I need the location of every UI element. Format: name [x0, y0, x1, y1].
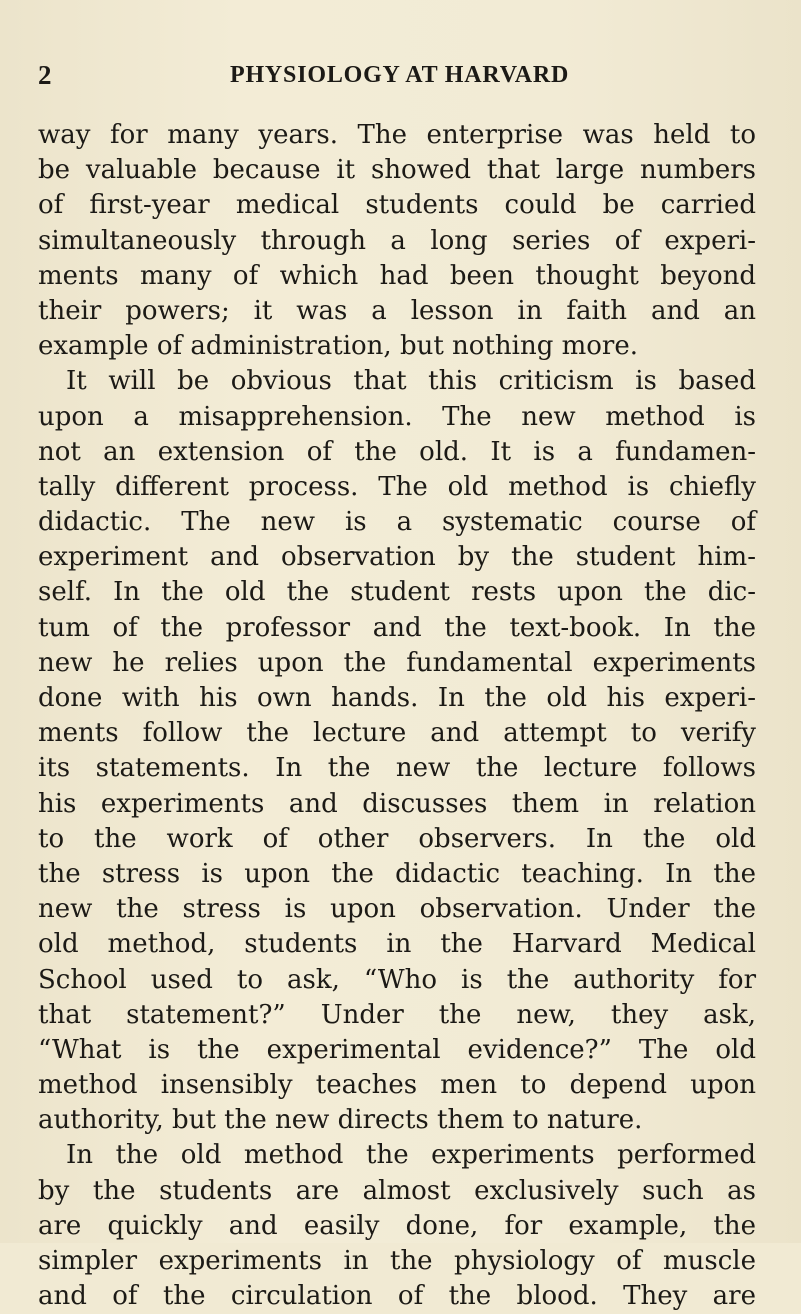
text-line: done with his own hands. In the old his experi- — [38, 683, 756, 713]
text-line: not an extension of the old. It is a fundamen- — [38, 436, 756, 467]
running-head — [38, 60, 758, 90]
running-title: PHYSIOLOGY AT HARVARD — [230, 62, 570, 88]
text-line: that statement?” Under the new, they ask, — [38, 999, 756, 1030]
text-line: by the students are almost exclusively such as — [38, 1175, 756, 1206]
text-line: be valuable because it showed that large numbers — [38, 155, 756, 186]
page-number: 2 — [38, 60, 52, 90]
text-line: “What is the experimental evidence?” The old — [38, 1034, 756, 1065]
text-line: upon a misapprehension. The new method is — [38, 401, 756, 432]
text-line: his experiments and discusses them in relation — [38, 788, 756, 819]
text-line: authority, but the new directs them to nature. — [38, 1105, 643, 1136]
text-line: tum of the professor and the text-book. In the — [38, 612, 756, 643]
text-line: their powers; it was a lesson in faith and an — [38, 295, 756, 326]
text-line: ments many of which had been thought beyond — [38, 260, 756, 291]
text-line: new he relies upon the fundamental experiments — [38, 647, 756, 678]
text-line: the stress is upon the didactic teaching. In the — [38, 858, 756, 889]
text-line: are quickly and easily done, for example, the — [38, 1210, 756, 1241]
text-line: ments follow the lecture and attempt to verify — [38, 718, 756, 749]
text-line: its statements. In the new the lecture follows — [38, 753, 756, 784]
text-line: tally different process. The old method is chiefly — [38, 471, 756, 502]
text-line: new the stress is upon observation. Under the — [38, 894, 756, 925]
text-line: of first-year medical students could be carried — [38, 190, 756, 221]
text-line: School used to ask, “Who is the authority for — [38, 964, 756, 995]
text-line: It will be obvious that this criticism is based — [66, 366, 756, 397]
text-line: to the work of other observers. In the old — [38, 823, 756, 854]
text-line: old method, students in the Harvard Medical — [38, 929, 756, 960]
text-line: self. In the old the student rests upon the dic- — [38, 577, 756, 608]
text-line: way for many years. The enterprise was held to — [38, 120, 756, 150]
text-line: didactic. The new is a systematic course of — [38, 507, 756, 538]
body-text — [38, 118, 756, 1314]
text-line: method insensibly teaches men to depend upon — [38, 1070, 756, 1101]
text-line: simultaneously through a long series of experi- — [38, 225, 756, 256]
text-line: example of administration, but nothing more. — [38, 331, 638, 362]
text-line: and of the circulation of the blood. They are — [38, 1281, 756, 1312]
text-line: experiment and observation by the student him- — [38, 542, 756, 573]
text-line: simpler experiments in the physiology of muscle — [38, 1246, 756, 1276]
text-line: In the old method the experiments performed — [66, 1140, 756, 1171]
